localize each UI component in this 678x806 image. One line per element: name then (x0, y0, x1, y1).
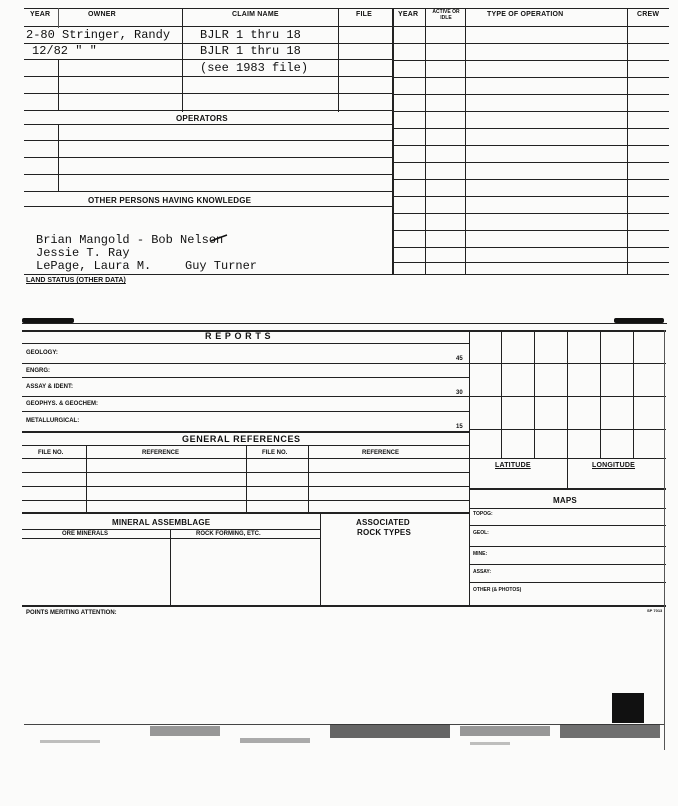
divider (338, 8, 339, 112)
longitude-label: LONGITUDE (592, 462, 636, 469)
scan-mark (612, 693, 644, 723)
divider (501, 330, 502, 458)
divider (170, 529, 171, 605)
row-line (24, 59, 392, 60)
right-edge (664, 330, 665, 750)
row-line (392, 179, 669, 180)
divider (308, 445, 309, 513)
report-assay: ASSAY & IDENT: (26, 384, 74, 390)
row-line (469, 458, 666, 459)
map-geol: GEOL: (473, 530, 489, 536)
header-type-of-operation: TYPE OF OPERATION (487, 11, 564, 18)
row-line (22, 605, 666, 607)
row-line (469, 488, 666, 490)
divider (425, 8, 426, 274)
col-file-no-1: FILE NO. (38, 450, 64, 456)
row-line (24, 140, 392, 141)
associated-label: ASSOCIATED (356, 518, 410, 527)
scan-noise (330, 724, 450, 738)
checkmark-icon (210, 234, 228, 244)
row-line (24, 157, 392, 158)
scan-noise (240, 738, 310, 743)
col-file-no-2: FILE NO. (262, 450, 288, 456)
divider (534, 330, 535, 458)
header-year: YEAR (30, 11, 51, 18)
form-code: SP 7013 (647, 608, 663, 613)
points-meriting-label: POINTS MERITING ATTENTION: (26, 610, 117, 616)
row-line (22, 538, 320, 539)
divider (58, 8, 59, 28)
land-status-label: LAND STATUS (OTHER DATA) (26, 277, 126, 284)
mineral-assemblage-title: MINERAL ASSEMBLAGE (112, 518, 211, 527)
divider (182, 8, 183, 112)
header-crew: CREW (637, 11, 660, 18)
owner-entry-1: 2-80 Stringer, Randy (26, 28, 171, 42)
reports-top-line (22, 323, 667, 324)
row-line (22, 529, 320, 530)
latitude-label: LATITUDE (495, 462, 531, 469)
row-line (469, 396, 666, 397)
row-line (22, 411, 469, 412)
map-mine: MINE: (473, 551, 488, 557)
row-line (24, 124, 392, 125)
divider (392, 8, 394, 274)
divider (86, 445, 87, 513)
bottom-line (24, 274, 669, 275)
owner-entry-2: 12/82 " " (32, 44, 97, 58)
divider (58, 60, 59, 110)
scan-noise (560, 724, 660, 738)
header-claim-name: CLAIM NAME (232, 11, 279, 18)
row-line (22, 343, 469, 344)
person-2: Jessie T. Ray (36, 246, 130, 260)
divider (246, 445, 247, 513)
row-line (392, 196, 669, 197)
row-line (22, 431, 469, 433)
row-line (392, 247, 669, 248)
rock-forming-label: ROCK FORMING, ETC. (196, 531, 261, 537)
row-line (392, 145, 669, 146)
row-line (469, 564, 666, 565)
row-line (392, 77, 669, 78)
ore-minerals-label: ORE MINERALS (62, 531, 109, 537)
row-line (24, 174, 392, 175)
row-line (469, 546, 666, 547)
row-line (22, 363, 469, 364)
report-assay-num: 30 (456, 390, 463, 396)
person-3: LePage, Laura M. (36, 259, 152, 273)
row-line (24, 191, 392, 192)
row-line (392, 111, 669, 112)
general-references-title: GENERAL REFERENCES (182, 434, 301, 444)
top-border (24, 8, 669, 9)
maps-title: MAPS (553, 496, 577, 505)
rock-types-label: ROCK TYPES (357, 528, 412, 537)
divider (320, 512, 321, 605)
person-4: Guy Turner (185, 259, 258, 273)
scan-noise (150, 726, 220, 736)
person-1: Brian Mangold - Bob Nelson (36, 233, 224, 247)
row-line (392, 60, 669, 61)
header-active-or-idle: ACTIVE OR IDLE (432, 9, 460, 21)
operators-label: OPERATORS (176, 114, 228, 123)
row-line (392, 94, 669, 95)
col-reference-2: REFERENCE (362, 450, 400, 456)
scan-noise (470, 742, 510, 745)
report-engrg: ENGRG: (26, 368, 50, 374)
map-other: OTHER (& PHOTOS) (473, 587, 522, 593)
row-line (469, 525, 666, 526)
row-line (392, 128, 669, 129)
reports-title: R E P O R T S (205, 331, 272, 341)
scan-noise (40, 740, 100, 743)
row-line (24, 93, 392, 94)
report-metallurgical: METALLURGICAL: (26, 418, 80, 424)
reports-top-line-2 (22, 330, 666, 332)
row-line (24, 206, 392, 207)
row-line (392, 230, 669, 231)
row-line (469, 429, 666, 430)
col-reference-1: REFERENCE (142, 450, 180, 456)
row-line (24, 76, 392, 77)
row-line (392, 162, 669, 163)
claim-entry-1: BJLR 1 thru 18 (200, 28, 301, 42)
claim-entry-3: (see 1983 file) (200, 61, 309, 75)
divider (58, 124, 59, 191)
header-year-2: YEAR (398, 11, 419, 18)
map-topog: TOPOG: (473, 511, 493, 517)
report-geophys: GEOPHYS. & GEOCHEM: (26, 401, 99, 407)
header-file: FILE (356, 11, 372, 18)
divider (627, 8, 628, 274)
report-metallurgical-num: 15 (456, 424, 463, 430)
claim-entry-2: BJLR 1 thru 18 (200, 44, 301, 58)
map-assay: ASSAY: (473, 569, 492, 575)
row-line (469, 363, 666, 364)
row-line (392, 213, 669, 214)
row-line (22, 396, 469, 397)
divider (600, 330, 601, 458)
divider (465, 8, 466, 274)
header-underline (24, 26, 669, 27)
row-line (392, 43, 669, 44)
divider (633, 330, 634, 458)
row-line (392, 262, 669, 263)
scan-noise (460, 726, 550, 736)
row-line (469, 508, 666, 509)
other-persons-label: OTHER PERSONS HAVING KNOWLEDGE (88, 196, 252, 205)
report-geology-num: 45 (456, 356, 463, 362)
report-geology: GEOLOGY: (26, 350, 58, 356)
row-line (22, 377, 469, 378)
row-line (469, 582, 666, 583)
header-owner: OWNER (88, 11, 116, 18)
row-line (24, 110, 392, 111)
divider (567, 330, 568, 488)
row-line (22, 512, 469, 514)
